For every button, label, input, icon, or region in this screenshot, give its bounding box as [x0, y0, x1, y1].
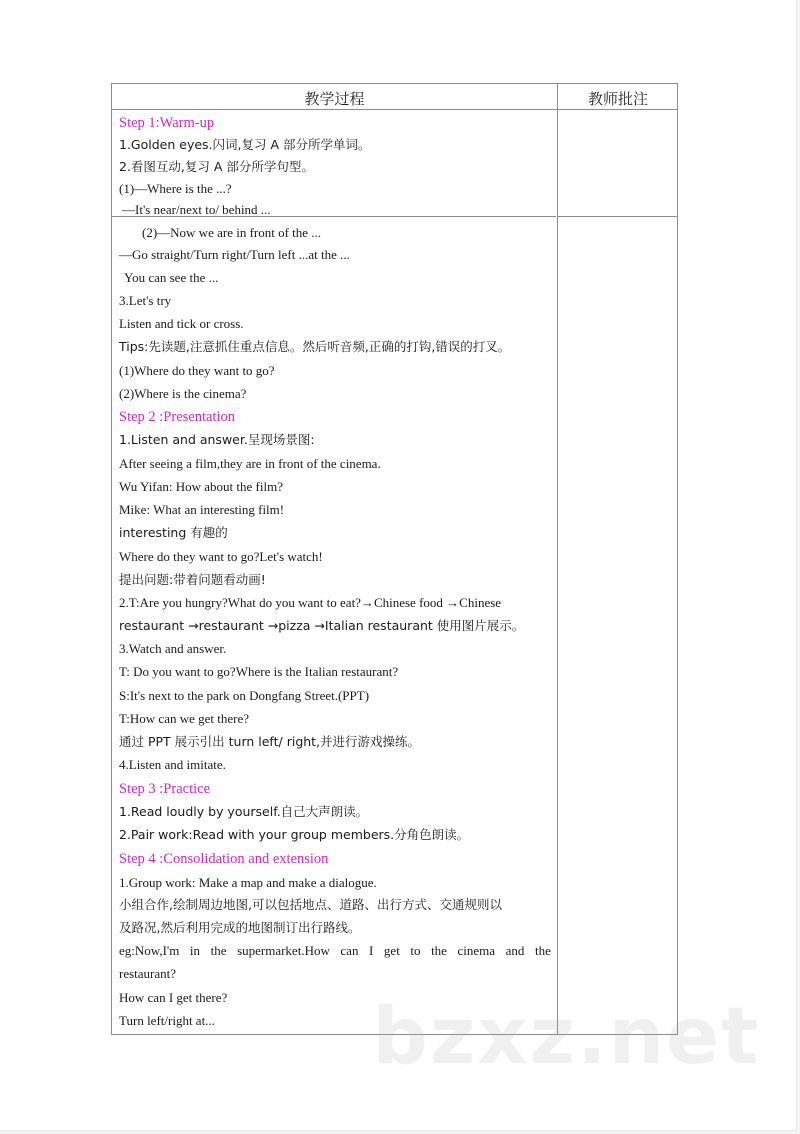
step-heading: Step 4 :Consolidation and extension [119, 851, 329, 867]
content-line: (2)Where is the cinema? [119, 386, 247, 401]
watermark-logo: bzxz.net [372, 992, 761, 1082]
lesson-table [111, 83, 678, 1035]
content-line: 3.Watch and answer. [119, 641, 227, 656]
content-line: (2)—Now we are in front of the ... [142, 225, 322, 240]
content-line: T: Do you want to go?Where is the Italian restaurant? [119, 664, 399, 679]
content-line: restaurant? [119, 966, 177, 981]
content-line: eg:Now,I'm in the supermarket.How can I get to the cinema and the [119, 943, 551, 958]
content-line: 及路况,然后利用完成的地图制订出行路线。 [119, 920, 361, 935]
content-line: 2.Pair work:Read with your group members.分角色朗读。 [119, 827, 470, 842]
content-line: interesting 有趣的 [119, 525, 228, 540]
step-heading: Step 3 :Practice [119, 781, 211, 797]
content-line: Tips:先读题,注意抓住重点信息。然后听音频,正确的打钩,错误的打叉。 [119, 339, 511, 354]
content-line: S:It's next to the park on Dongfang Street.(PPT) [119, 688, 370, 703]
content-line: Turn left/right at... [119, 1013, 215, 1028]
content-line: 1.Listen and answer.呈现场景图: [119, 432, 315, 447]
content-line: 通过 PPT 展示引出 turn left/ right,并进行游戏操练。 [119, 734, 421, 749]
content-line: You can see the ... [124, 270, 219, 285]
content-line: Where do they want to go?Let's watch! [119, 549, 323, 564]
step-heading: Step 2 :Presentation [119, 409, 235, 425]
content-line: Listen and tick or cross. [119, 316, 244, 331]
content-line: 3.Let's try [119, 293, 172, 308]
content-line: 小组合作,绘制周边地图,可以包括地点、道路、出行方式、交通规则以 [119, 897, 502, 912]
content-line: 2.看图互动,复习 A 部分所学句型。 [119, 159, 314, 174]
content-line: 2.T:Are you hungry?What do you want to eat?→Chinese food →Chinese [119, 595, 502, 610]
content-line: 1.Group work: Make a map and make a dialogue. [119, 875, 377, 890]
content-line: (1)Where do they want to go? [119, 363, 275, 378]
content-line: —Go straight/Turn right/Turn left ...at the ... [119, 247, 350, 262]
content-line: 1.Golden eyes.闪词,复习 A 部分所学单词。 [119, 137, 371, 152]
content-line: Mike: What an interesting film! [119, 502, 285, 517]
column-divider [557, 84, 558, 1034]
row-divider-right [558, 216, 677, 217]
content-line: 1.Read loudly by yourself.自己大声朗读。 [119, 804, 369, 819]
header-teaching-process: 教学过程 [304, 90, 365, 108]
step-heading: Step 1:Warm-up [119, 115, 215, 131]
content-line: 提出问题:带着问题看动画! [119, 572, 266, 587]
content-line: After seeing a film,they are in front of the cinema. [119, 456, 381, 471]
content-line: —It's near/next to/ behind ... [122, 202, 271, 217]
content-line: (1)—Where is the ...? [119, 181, 232, 196]
content-line: restaurant →restaurant →pizza →Italian restaurant 使用图片展示。 [119, 618, 525, 633]
content-line: How can I get there? [119, 990, 228, 1005]
content-line: T:How can we get there? [119, 711, 250, 726]
content-line: Wu Yifan: How about the film? [119, 479, 283, 494]
content-line: 4.Listen and imitate. [119, 757, 226, 772]
header-teacher-notes: 教师批注 [587, 90, 648, 108]
